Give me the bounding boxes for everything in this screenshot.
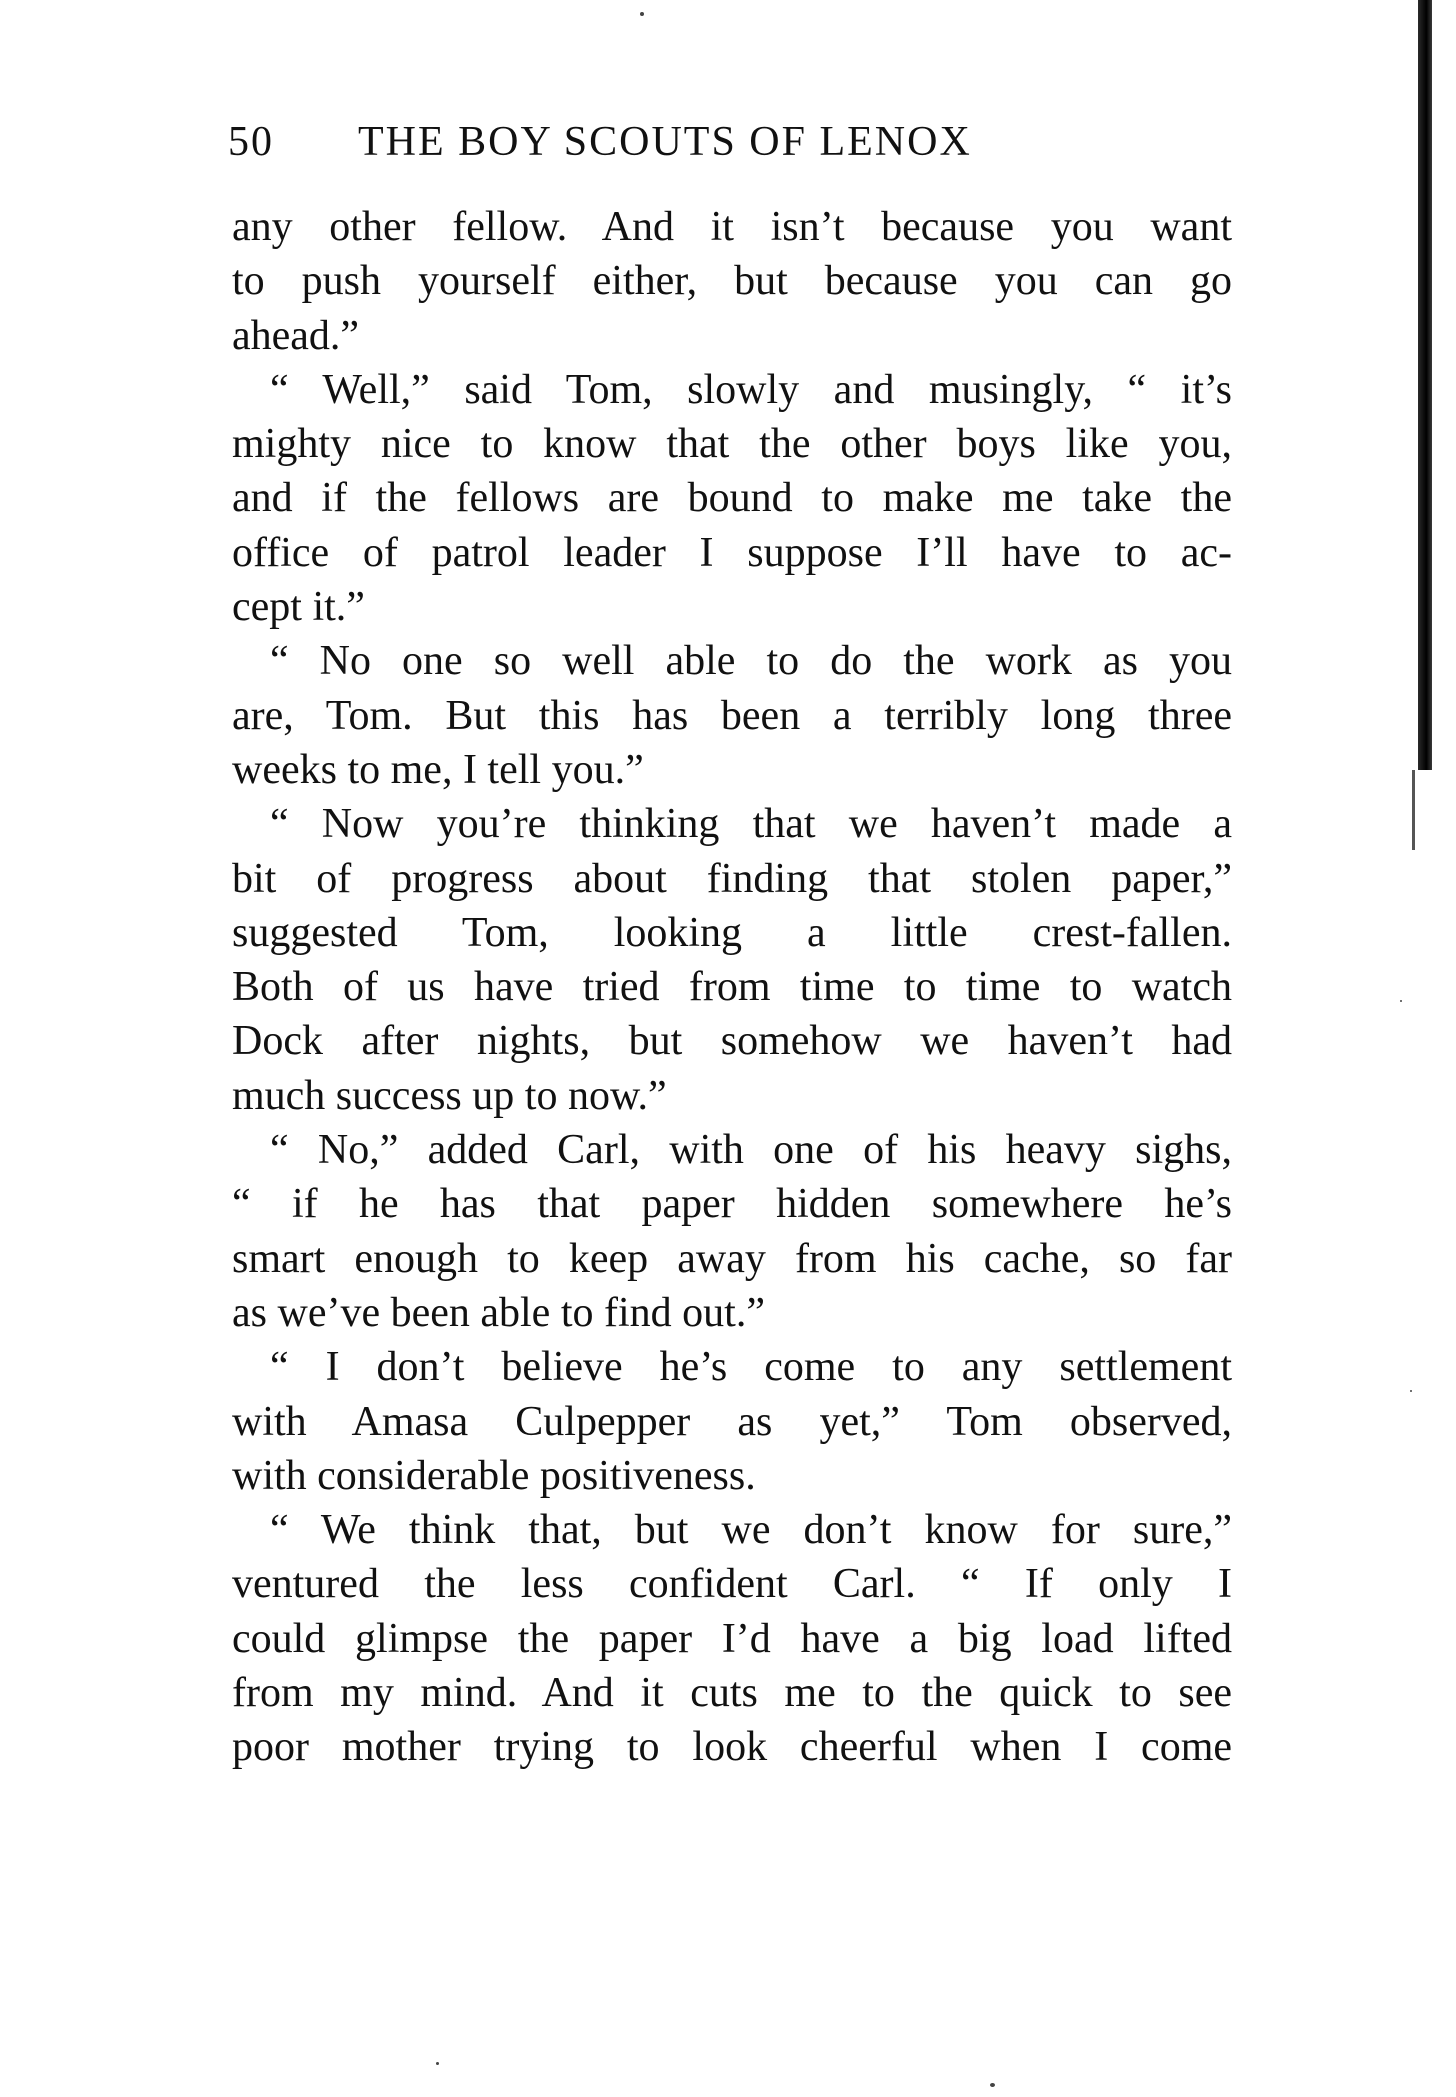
text-line: any other fellow. And it isn’t because you want [232,204,1232,250]
text-line: office of patrol leader I suppose I’ll have to ac- [232,529,1232,576]
text-line: much success up to now.” [232,1072,667,1119]
text-line: weeks to me, I tell you.” [232,746,644,793]
text-line: cept it.” [232,584,365,631]
scan-speck [640,12,644,16]
body-text [232,200,1232,1775]
text-line: could glimpse the paper I’d have a big load lifted [232,1615,1232,1662]
text-line: from my mind. And it cuts me to the quick to see [232,1670,1232,1717]
binding-shadow [1418,0,1432,770]
running-head [228,112,1238,172]
scan-speck [1400,1000,1402,1002]
text-line: “ I don’t believe he’s come to any settlement [270,1344,1232,1391]
text-line: bit of progress about finding that stolen paper,” [232,855,1232,902]
text-line: suggested Tom, looking a little crest-fallen. [232,909,1232,956]
text-line: are, Tom. But this has been a terribly long three [232,692,1232,739]
text-line: with considerable positiveness. [232,1452,756,1499]
text-line: “ No one so well able to do the work as you [270,638,1232,685]
text-line: with Amasa Culpepper as yet,” Tom observed, [232,1398,1232,1445]
page-number: 50 [228,119,274,165]
text-line: Dock after nights, but somehow we haven’t had [232,1018,1232,1065]
scan-speck [1410,1390,1412,1392]
text-line: “ if he has that paper hidden somewhere he’s [232,1181,1232,1228]
book-title: THE BOY SCOUTS OF LENOX [358,119,972,165]
text-line: poor mother trying to look cheerful when I come [232,1724,1232,1771]
text-line: smart enough to keep away from his cache, so far [232,1235,1232,1282]
text-line: and if the fellows are bound to make me take the [232,475,1232,522]
scan-speck [436,2062,439,2065]
text-line: to push yourself either, but because you can go [232,258,1232,305]
binding-shadow-tail [1412,770,1415,850]
scan-speck [990,2083,995,2087]
text-line: as we’ve been able to find out.” [232,1289,765,1336]
text-line: “ We think that, but we don’t know for sure,” [270,1507,1232,1554]
text-line: “ Well,” said Tom, slowly and musingly, “ it’s [270,366,1232,413]
text-line: mighty nice to know that the other boys like you, [232,421,1232,468]
text-line: Both of us have tried from time to time to watch [232,964,1232,1011]
text-line: ahead.” [232,312,360,359]
text-line: ventured the less confident Carl. “ If only I [232,1561,1232,1608]
text-line: “ Now you’re thinking that we haven’t made a [270,801,1232,848]
text-line: “ No,” added Carl, with one of his heavy sighs, [270,1127,1232,1174]
